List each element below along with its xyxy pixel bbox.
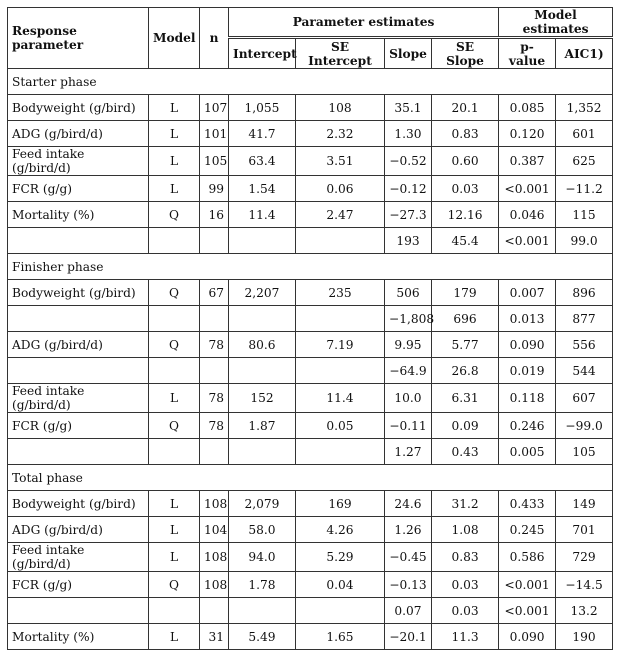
cell-slope: −64.9: [385, 358, 432, 384]
cell-se-slope: 1.08: [432, 517, 499, 543]
table-row: [8, 228, 613, 254]
phase-label: Total phase: [8, 465, 613, 491]
table-row: [8, 95, 613, 121]
cell-response-parameter: ADG (g/bird/d): [8, 332, 149, 358]
table-row: [8, 202, 613, 228]
table-header: [8, 8, 613, 69]
cell-n: 78: [200, 413, 229, 439]
cell-aic: 99.0: [556, 228, 613, 254]
cell-se-intercept: [296, 598, 385, 624]
cell-slope: −0.45: [385, 543, 432, 572]
cell-intercept: 41.7: [229, 121, 296, 147]
cell-model: L: [149, 624, 200, 650]
cell-intercept: 80.6: [229, 332, 296, 358]
cell-se-slope: 0.03: [432, 598, 499, 624]
cell-se-intercept: [296, 228, 385, 254]
cell-se-slope: 0.83: [432, 121, 499, 147]
cell-p-value: 0.019: [499, 358, 556, 384]
cell-aic: 190: [556, 624, 613, 650]
cell-model: Q: [149, 413, 200, 439]
cell-response-parameter: [8, 439, 149, 465]
cell-se-slope: 12.16: [432, 202, 499, 228]
cell-intercept: [229, 358, 296, 384]
cell-response-parameter: [8, 598, 149, 624]
cell-model: Q: [149, 572, 200, 598]
cell-n: 78: [200, 384, 229, 413]
cell-slope: 10.0: [385, 384, 432, 413]
cell-model: Q: [149, 280, 200, 306]
cell-n: [200, 306, 229, 332]
cell-slope: 193: [385, 228, 432, 254]
cell-se-slope: 0.83: [432, 543, 499, 572]
cell-p-value: 0.090: [499, 332, 556, 358]
cell-se-slope: 11.3: [432, 624, 499, 650]
cell-aic: 607: [556, 384, 613, 413]
results-table-container: [7, 7, 612, 650]
cell-aic: 877: [556, 306, 613, 332]
cell-n: 108: [200, 572, 229, 598]
cell-se-intercept: 3.51: [296, 147, 385, 176]
table-row: [8, 543, 613, 572]
cell-se-slope: 0.43: [432, 439, 499, 465]
cell-se-slope: 45.4: [432, 228, 499, 254]
table-row: [8, 624, 613, 650]
cell-slope: −0.12: [385, 176, 432, 202]
cell-aic: 729: [556, 543, 613, 572]
cell-intercept: 1.87: [229, 413, 296, 439]
cell-n: 67: [200, 280, 229, 306]
table-row: [8, 413, 613, 439]
cell-slope: 24.6: [385, 491, 432, 517]
cell-n: [200, 598, 229, 624]
phase-row: [8, 69, 613, 95]
cell-response-parameter: FCR (g/g): [8, 413, 149, 439]
cell-se-slope: 696: [432, 306, 499, 332]
header-model-estimates: Model estimates: [499, 8, 613, 38]
header-model: Model: [149, 8, 200, 69]
cell-se-intercept: 0.04: [296, 572, 385, 598]
cell-response-parameter: Feed intake (g/bird/d): [8, 384, 149, 413]
cell-response-parameter: FCR (g/g): [8, 572, 149, 598]
cell-slope: 35.1: [385, 95, 432, 121]
cell-response-parameter: [8, 228, 149, 254]
cell-slope: −1,808: [385, 306, 432, 332]
cell-model: Q: [149, 202, 200, 228]
cell-model: L: [149, 95, 200, 121]
table-row: [8, 439, 613, 465]
cell-intercept: [229, 228, 296, 254]
table-row: [8, 147, 613, 176]
cell-p-value: 0.433: [499, 491, 556, 517]
cell-response-parameter: Bodyweight (g/bird): [8, 95, 149, 121]
table-row: [8, 517, 613, 543]
cell-model: L: [149, 543, 200, 572]
cell-aic: 149: [556, 491, 613, 517]
cell-response-parameter: Feed intake (g/bird/d): [8, 543, 149, 572]
cell-p-value: 0.118: [499, 384, 556, 413]
cell-se-slope: 0.03: [432, 176, 499, 202]
table-row: [8, 176, 613, 202]
cell-se-intercept: 7.19: [296, 332, 385, 358]
cell-se-intercept: [296, 306, 385, 332]
cell-se-slope: 5.77: [432, 332, 499, 358]
cell-se-slope: 31.2: [432, 491, 499, 517]
cell-intercept: 11.4: [229, 202, 296, 228]
cell-p-value: <0.001: [499, 572, 556, 598]
cell-response-parameter: ADG (g/bird/d): [8, 517, 149, 543]
cell-slope: −20.1: [385, 624, 432, 650]
cell-se-intercept: [296, 439, 385, 465]
header-se-intercept: SE Intercept: [296, 38, 385, 69]
cell-response-parameter: [8, 306, 149, 332]
cell-se-intercept: 4.26: [296, 517, 385, 543]
header-n: n: [200, 8, 229, 69]
cell-aic: −99.0: [556, 413, 613, 439]
table-row: [8, 306, 613, 332]
cell-n: [200, 228, 229, 254]
cell-aic: 556: [556, 332, 613, 358]
cell-slope: −0.13: [385, 572, 432, 598]
table-body: [8, 69, 613, 650]
header-aic: AIC1): [556, 38, 613, 69]
header-intercept: Intercept: [229, 38, 296, 69]
header-se-slope: SE Slope: [432, 38, 499, 69]
cell-n: 16: [200, 202, 229, 228]
cell-model: L: [149, 517, 200, 543]
cell-intercept: 63.4: [229, 147, 296, 176]
cell-p-value: 0.007: [499, 280, 556, 306]
cell-n: 99: [200, 176, 229, 202]
header-response-parameter: Response parameter: [8, 8, 149, 69]
cell-slope: 9.95: [385, 332, 432, 358]
cell-intercept: 1,055: [229, 95, 296, 121]
cell-se-intercept: 235: [296, 280, 385, 306]
cell-intercept: 152: [229, 384, 296, 413]
cell-aic: 896: [556, 280, 613, 306]
regression-results-table: [7, 7, 613, 650]
cell-p-value: 0.046: [499, 202, 556, 228]
cell-se-slope: 179: [432, 280, 499, 306]
cell-slope: 1.26: [385, 517, 432, 543]
cell-aic: 544: [556, 358, 613, 384]
cell-response-parameter: FCR (g/g): [8, 176, 149, 202]
cell-se-intercept: 2.47: [296, 202, 385, 228]
cell-aic: 601: [556, 121, 613, 147]
cell-model: Q: [149, 332, 200, 358]
cell-se-slope: 20.1: [432, 95, 499, 121]
cell-response-parameter: Mortality (%): [8, 624, 149, 650]
cell-p-value: 0.246: [499, 413, 556, 439]
cell-response-parameter: Bodyweight (g/bird): [8, 491, 149, 517]
cell-p-value: 0.013: [499, 306, 556, 332]
cell-model: [149, 306, 200, 332]
cell-intercept: 1.78: [229, 572, 296, 598]
cell-p-value: 0.005: [499, 439, 556, 465]
table-row: [8, 598, 613, 624]
cell-model: [149, 228, 200, 254]
table-row: [8, 358, 613, 384]
header-parameter-estimates: Parameter estimates: [229, 8, 499, 38]
table-row: [8, 491, 613, 517]
cell-model: L: [149, 176, 200, 202]
phase-row: [8, 254, 613, 280]
cell-se-intercept: 0.05: [296, 413, 385, 439]
cell-se-intercept: 0.06: [296, 176, 385, 202]
cell-model: L: [149, 384, 200, 413]
table-row: [8, 572, 613, 598]
cell-n: 104: [200, 517, 229, 543]
cell-slope: 0.07: [385, 598, 432, 624]
cell-n: 108: [200, 491, 229, 517]
cell-se-intercept: 5.29: [296, 543, 385, 572]
phase-label: Starter phase: [8, 69, 613, 95]
cell-intercept: 2,079: [229, 491, 296, 517]
cell-response-parameter: [8, 358, 149, 384]
cell-response-parameter: Bodyweight (g/bird): [8, 280, 149, 306]
cell-slope: 1.30: [385, 121, 432, 147]
cell-se-intercept: 169: [296, 491, 385, 517]
cell-p-value: 0.245: [499, 517, 556, 543]
cell-se-intercept: 108: [296, 95, 385, 121]
cell-se-slope: 0.03: [432, 572, 499, 598]
cell-aic: −14.5: [556, 572, 613, 598]
cell-p-value: 0.586: [499, 543, 556, 572]
cell-p-value: 0.387: [499, 147, 556, 176]
cell-response-parameter: ADG (g/bird/d): [8, 121, 149, 147]
phase-row: [8, 465, 613, 491]
cell-p-value: <0.001: [499, 176, 556, 202]
cell-n: 31: [200, 624, 229, 650]
cell-p-value: 0.085: [499, 95, 556, 121]
cell-p-value: 0.090: [499, 624, 556, 650]
cell-slope: 506: [385, 280, 432, 306]
cell-aic: −11.2: [556, 176, 613, 202]
cell-se-intercept: [296, 358, 385, 384]
cell-p-value: <0.001: [499, 228, 556, 254]
cell-intercept: [229, 598, 296, 624]
cell-slope: −0.52: [385, 147, 432, 176]
table-row: [8, 280, 613, 306]
cell-slope: −27.3: [385, 202, 432, 228]
cell-n: 78: [200, 332, 229, 358]
cell-model: [149, 358, 200, 384]
cell-slope: 1.27: [385, 439, 432, 465]
cell-model: L: [149, 147, 200, 176]
cell-n: [200, 439, 229, 465]
cell-aic: 1,352: [556, 95, 613, 121]
cell-p-value: 0.120: [499, 121, 556, 147]
cell-se-slope: 0.09: [432, 413, 499, 439]
cell-n: 105: [200, 147, 229, 176]
table-row: [8, 384, 613, 413]
cell-intercept: [229, 306, 296, 332]
cell-model: [149, 598, 200, 624]
cell-intercept: 5.49: [229, 624, 296, 650]
cell-se-slope: 0.60: [432, 147, 499, 176]
cell-aic: 625: [556, 147, 613, 176]
cell-se-intercept: 2.32: [296, 121, 385, 147]
cell-se-slope: 26.8: [432, 358, 499, 384]
cell-n: 101: [200, 121, 229, 147]
cell-intercept: 58.0: [229, 517, 296, 543]
cell-n: 107: [200, 95, 229, 121]
cell-slope: −0.11: [385, 413, 432, 439]
header-slope: Slope: [385, 38, 432, 69]
cell-model: L: [149, 121, 200, 147]
cell-p-value: <0.001: [499, 598, 556, 624]
cell-model: L: [149, 491, 200, 517]
cell-aic: 115: [556, 202, 613, 228]
cell-model: [149, 439, 200, 465]
cell-aic: 13.2: [556, 598, 613, 624]
cell-se-slope: 6.31: [432, 384, 499, 413]
cell-aic: 105: [556, 439, 613, 465]
cell-response-parameter: Mortality (%): [8, 202, 149, 228]
cell-aic: 701: [556, 517, 613, 543]
cell-intercept: 94.0: [229, 543, 296, 572]
table-row: [8, 332, 613, 358]
cell-se-intercept: 11.4: [296, 384, 385, 413]
cell-n: 108: [200, 543, 229, 572]
header-p-value: p-value: [499, 38, 556, 69]
cell-n: [200, 358, 229, 384]
cell-se-intercept: 1.65: [296, 624, 385, 650]
table-row: [8, 121, 613, 147]
cell-intercept: 2,207: [229, 280, 296, 306]
phase-label: Finisher phase: [8, 254, 613, 280]
cell-intercept: 1.54: [229, 176, 296, 202]
cell-intercept: [229, 439, 296, 465]
cell-response-parameter: Feed intake (g/bird/d): [8, 147, 149, 176]
